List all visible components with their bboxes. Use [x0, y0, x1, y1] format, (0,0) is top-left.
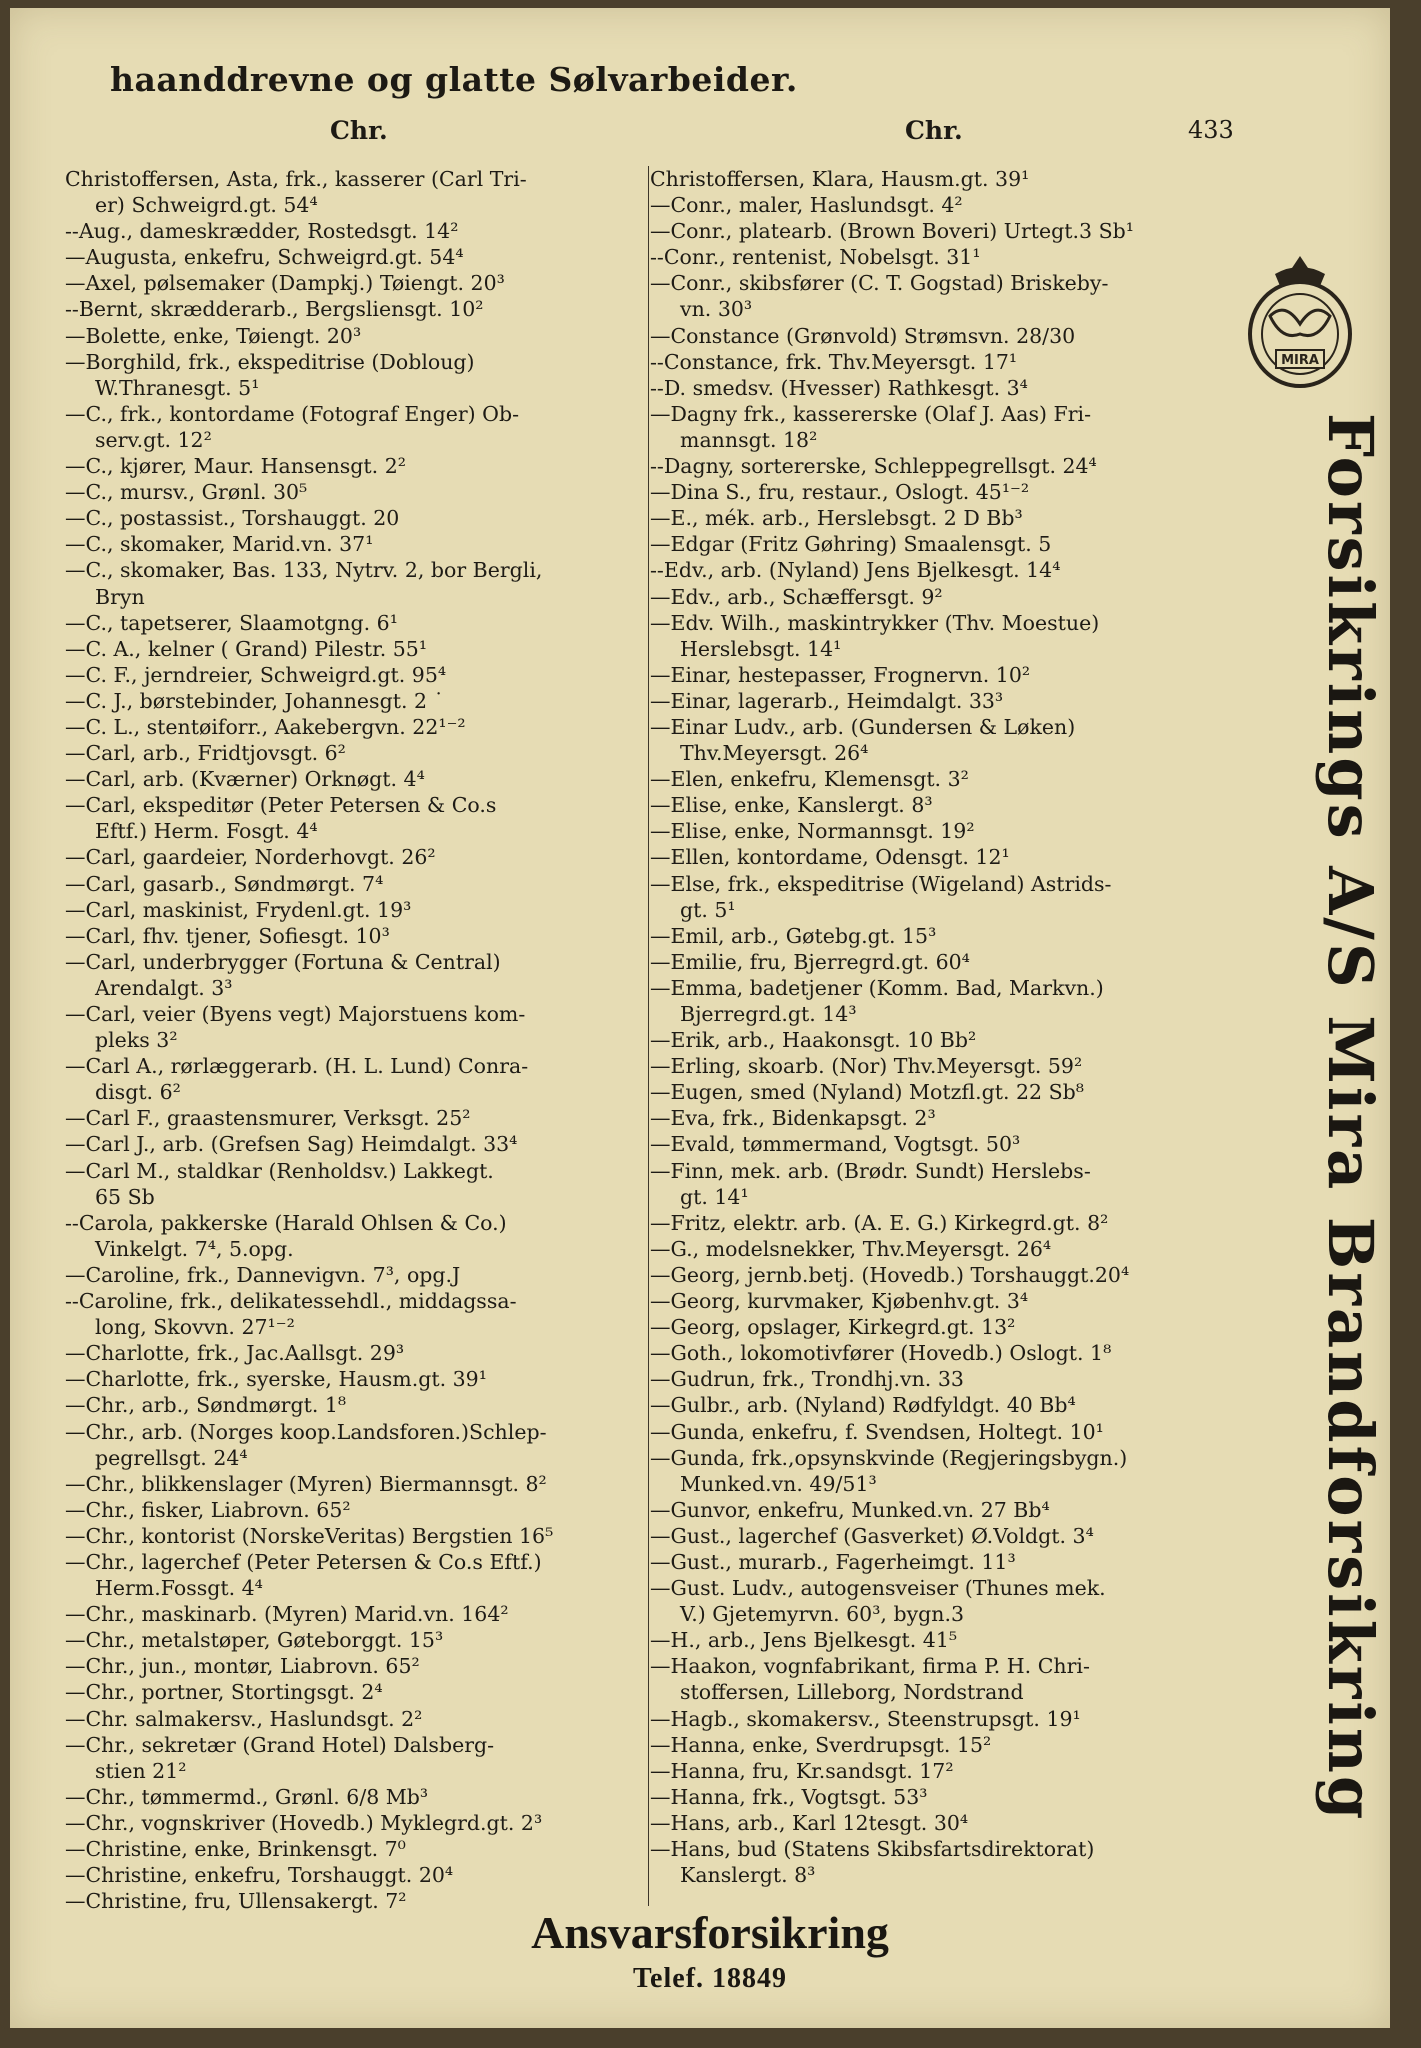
directory-entry	[65, 1679, 651, 1705]
entry-line: —Einar Ludv., arb. (Gundersen & Løken)	[650, 714, 1076, 739]
directory-entry	[650, 557, 1235, 583]
directory-entry	[650, 1053, 1235, 1079]
entry-line: —Erik, arb., Haakonsgt. 10 Bb²	[650, 1028, 977, 1053]
directory-entry	[65, 1053, 651, 1105]
entry-line: —Carl, arb. (Kværner) Orknøgt. 4⁴	[65, 767, 425, 792]
entry-line: --Constance, frk. Thv.Meyersgt. 17¹	[650, 349, 1018, 374]
entry-line: —Chr., metalstøper, Gøteborggt. 15³	[65, 1628, 444, 1653]
entry-line: —Carl, ekspeditør (Peter Petersen & Co.s	[65, 793, 497, 818]
entry-continuation: gt. 5¹	[680, 897, 736, 922]
page-number: 433	[1188, 116, 1234, 144]
directory-entry	[65, 323, 651, 349]
column-divider	[648, 166, 649, 1906]
directory-entry	[650, 401, 1235, 453]
entry-line: —Chr., arb. (Norges koop.Landsforen.)Schlep-	[65, 1419, 547, 1444]
entry-line: —Eva, frk., Bidenkapsgt. 2³	[650, 1106, 936, 1131]
entry-line: —Axel, pølsemaker (Dampkj.) Tøiengt. 20³	[65, 271, 505, 296]
directory-entry	[65, 505, 651, 531]
directory-entry	[650, 1549, 1235, 1575]
directory-entry	[650, 844, 1235, 870]
entry-continuation: Arendalgt. 3³	[95, 975, 233, 1000]
directory-entry	[65, 1158, 651, 1210]
entry-line: —Hans, arb., Karl 12tesgt. 30⁴	[650, 1810, 969, 1835]
entry-line: —C., tapetserer, Slaamotgng. 6¹	[65, 610, 398, 635]
entry-line: —Conr., skibsfører (C. T. Gogstad) Briskeby-	[650, 271, 1109, 296]
entry-line: —C., kjører, Maur. Hansensgt. 2²	[65, 454, 406, 479]
directory-entry	[65, 1001, 651, 1053]
entry-line: —Hanna, fru, Kr.sandsgt. 17²	[650, 1758, 954, 1783]
directory-entry	[650, 1105, 1235, 1131]
directory-entry	[650, 375, 1235, 401]
directory-entry	[650, 923, 1235, 949]
entry-line: —Carl, gasarb., Søndmørgt. 7⁴	[65, 871, 384, 896]
entry-continuation: long, Skovvn. 27¹⁻²	[95, 1315, 295, 1340]
directory-entry	[650, 244, 1235, 270]
entry-line: —Elen, enkefru, Klemensgt. 3²	[650, 767, 969, 792]
entry-line: —Dina S., fru, restaur., Oslogt. 45¹⁻²	[650, 480, 1030, 505]
directory-entry	[65, 766, 651, 792]
directory-entry	[650, 766, 1235, 792]
entry-line: —Hagb., skomakersv., Steenstrupsgt. 19¹	[650, 1706, 1081, 1731]
directory-entry	[650, 662, 1235, 688]
entry-continuation: Bjerregrd.gt. 14³	[680, 1002, 857, 1026]
entry-line: —Chr., blikkenslager (Myren) Biermannsgt. 8²	[65, 1471, 547, 1496]
directory-entry	[650, 1340, 1235, 1366]
entry-line: —Carl, veier (Byens vegt) Majorstuens kom-	[65, 1002, 526, 1026]
entry-line: —Carl, arb., Fridtjovsgt. 6²	[65, 741, 346, 766]
page-header-title: haanddrevne og glatte Sølvarbeider.	[110, 60, 798, 99]
entry-line: —Charlotte, frk., syerske, Hausm.gt. 39¹	[65, 1367, 487, 1392]
entry-line: —Conr., maler, Haslundsgt. 4²	[650, 193, 963, 218]
directory-entry	[650, 1732, 1235, 1758]
entry-line: —Emma, badetjener (Komm. Bad, Markvn.)	[650, 975, 1104, 1000]
entry-line: —Hanna, frk., Vogtsgt. 53³	[650, 1784, 928, 1809]
entry-continuation: Vinkelgt. 7⁴, 5.opg.	[95, 1236, 294, 1261]
entry-continuation: Bryn	[95, 584, 145, 609]
directory-entry	[65, 740, 651, 766]
directory-entry	[650, 818, 1235, 844]
entry-continuation: V.) Gjetemyrvn. 60³, bygn.3	[680, 1602, 965, 1627]
entry-line: —Evald, tømmermand, Vogtsgt. 50³	[650, 1132, 1021, 1157]
directory-entry	[65, 1262, 651, 1288]
directory-entry	[65, 1392, 651, 1418]
directory-entry	[65, 1471, 651, 1497]
entry-line: —Carl M., staldkar (Renholdsv.) Lakkegt.	[65, 1158, 494, 1183]
entry-continuation: er) Schweigrd.gt. 54⁴	[95, 193, 318, 218]
directory-entry	[650, 1210, 1235, 1236]
entry-line: —Gudrun, frk., Trondhj.vn. 33	[650, 1367, 964, 1392]
entry-line: —Hanna, enke, Sverdrupsgt. 15²	[650, 1732, 992, 1757]
entry-line: —Elise, enke, Normannsgt. 19²	[650, 819, 975, 844]
entry-line: —Einar, hestepasser, Frognervn. 10²	[650, 662, 1031, 687]
entry-line: —Chr., vognskriver (Hovedb.) Myklegrd.gt. 2³	[65, 1810, 543, 1835]
entry-line: —Christine, fru, Ullensakergt. 7²	[65, 1889, 407, 1914]
entry-continuation: Kanslergt. 8³	[680, 1863, 816, 1888]
right-column	[650, 166, 1235, 1888]
directory-entry	[65, 1497, 651, 1523]
directory-entry	[650, 1706, 1235, 1732]
directory-entry	[650, 1627, 1235, 1653]
entry-line: —Emil, arb., Gøtebg.gt. 15³	[650, 923, 937, 948]
entry-continuation: 65 Sb	[95, 1184, 155, 1209]
directory-entry	[650, 531, 1235, 557]
directory-entry	[65, 349, 651, 401]
entry-line: --Edv., arb. (Nyland) Jens Bjelkesgt. 14⁴	[650, 558, 1061, 583]
entry-line: —C., frk., kontordame (Fotograf Enger) Ob-	[65, 401, 520, 426]
directory-entry	[650, 349, 1235, 375]
entry-line: —Christine, enke, Brinkensgt. 7⁰	[65, 1837, 406, 1861]
entry-line: —Eugen, smed (Nyland) Motzfl.gt. 22 Sb⁸	[650, 1080, 1084, 1105]
entry-line: Christoffersen, Klara, Hausm.gt. 39¹	[650, 167, 1030, 191]
directory-entry	[65, 1784, 651, 1810]
entry-line: —Erling, skoarb. (Nor) Thv.Meyersgt. 59²	[650, 1054, 1083, 1079]
entry-line: —Gunda, frk.,opsynskvinde (Regjeringsbygn.)	[650, 1445, 1128, 1470]
directory-entry	[65, 1706, 651, 1732]
entry-line: —Edv., arb., Schæffersgt. 9²	[650, 584, 943, 609]
entry-line: —Caroline, frk., Dannevigvn. 7³, opg.J	[65, 1262, 461, 1287]
entry-line: —C., skomaker, Bas. 133, Nytrv. 2, bor Bergli,	[65, 558, 543, 583]
directory-entry	[650, 1131, 1235, 1157]
entry-line: —Ellen, kontordame, Odensgt. 12¹	[650, 845, 1010, 870]
directory-entry	[650, 166, 1235, 192]
entry-line: —Edv. Wilh., maskintrykker (Thv. Moestue)	[650, 610, 1100, 635]
directory-entry	[65, 688, 651, 714]
directory-page	[10, 8, 1390, 2028]
directory-entry	[650, 1158, 1235, 1210]
entry-line: —Georg, kurvmaker, Kjøbenhv.gt. 3⁴	[650, 1289, 1029, 1314]
directory-entry	[650, 1784, 1235, 1810]
directory-entry	[650, 1497, 1235, 1523]
directory-entry	[650, 1027, 1235, 1053]
entry-line: --Bernt, skrædderarb., Bergsliensgt. 10²	[65, 297, 484, 322]
directory-entry	[65, 792, 651, 844]
footer-ad-phone: Telef. 18849	[632, 1963, 788, 1994]
directory-entry	[65, 714, 651, 740]
entry-line: —Chr., portner, Stortingsgt. 2⁴	[65, 1680, 383, 1705]
directory-entry	[650, 1575, 1235, 1627]
directory-entry	[65, 244, 651, 270]
directory-entry	[65, 531, 651, 557]
entry-line: —E., mék. arb., Herslebsgt. 2 D Bb³	[650, 506, 1023, 531]
directory-entry	[65, 453, 651, 479]
directory-entry	[65, 662, 651, 688]
directory-entry	[650, 1236, 1235, 1262]
entry-line: —Gust., murarb., Fagerheimgt. 11³	[650, 1549, 1016, 1574]
entry-line: —Chr., fisker, Liabrovn. 65²	[65, 1497, 351, 1522]
entry-line: --D. smedsv. (Hvesser) Rathkesgt. 3⁴	[650, 375, 1028, 400]
directory-entry	[650, 218, 1235, 244]
entry-line: —Carl A., rørlæggerarb. (H. L. Lund) Conra-	[65, 1054, 529, 1079]
directory-entry	[650, 584, 1235, 610]
entry-line: —Elise, enke, Kanslergt. 8³	[650, 793, 933, 818]
entry-continuation: serv.gt. 12²	[95, 427, 212, 452]
entry-line: —Gust., lagerchef (Gasverket) Ø.Voldgt. 3⁴	[650, 1523, 1094, 1548]
directory-entry	[650, 1288, 1235, 1314]
directory-entry	[65, 1810, 651, 1836]
entry-line: —Chr., sekretær (Grand Hotel) Dalsberg-	[65, 1732, 495, 1757]
directory-entry	[65, 1105, 651, 1131]
entry-line: —Augusta, enkefru, Schweigrd.gt. 54⁴	[65, 245, 464, 270]
entry-line: —C., mursv., Grønl. 30⁵	[65, 480, 308, 505]
entry-continuation: mannsgt. 18²	[680, 427, 818, 452]
entry-line: —Chr., tømmermd., Grønl. 6/8 Mb³	[65, 1784, 429, 1809]
entry-line: —C., postassist., Torshauggt. 20	[65, 506, 400, 531]
entry-continuation: W.Thranesgt. 5¹	[95, 375, 260, 400]
entry-line: —Carl, maskinist, Frydenl.gt. 19³	[65, 897, 412, 922]
footer-ad-title: Ansvarsforsikring	[531, 1907, 889, 1958]
directory-entry	[65, 401, 651, 453]
directory-entry	[65, 636, 651, 662]
entry-continuation: Herslebsgt. 14¹	[680, 636, 842, 661]
seal-label: MIRA	[1281, 353, 1319, 368]
entry-line: —Haakon, vognfabrikant, firma P. H. Chri-	[650, 1654, 1090, 1679]
left-column	[65, 166, 651, 1914]
entry-line: —Bolette, enke, Tøiengt. 20³	[65, 323, 362, 348]
directory-entry	[650, 192, 1235, 218]
directory-entry	[65, 270, 651, 296]
directory-entry	[65, 897, 651, 923]
directory-entry	[650, 871, 1235, 923]
directory-entry	[650, 1445, 1235, 1497]
entry-line: —Chr. salmakersv., Haslundsgt. 2²	[65, 1706, 423, 1731]
entry-line: --Aug., dameskrædder, Rostedsgt. 14²	[65, 219, 459, 244]
directory-entry	[650, 453, 1235, 479]
entry-line: —Einar, lagerarb., Heimdalgt. 33³	[650, 688, 1004, 713]
entry-line: —Constance (Grønvold) Strømsvn. 28/30	[650, 323, 1076, 348]
directory-entry	[65, 1340, 651, 1366]
entry-line: —Conr., platearb. (Brown Boveri) Urtegt.3 Sb¹	[650, 219, 1135, 244]
directory-entry	[65, 610, 651, 636]
entry-line: —Gulbr., arb. (Nyland) Rødfyldgt. 40 Bb⁴	[650, 1393, 1076, 1418]
directory-entry	[65, 296, 651, 322]
entry-continuation: pegrellsgt. 24⁴	[95, 1445, 248, 1470]
directory-entry	[65, 923, 651, 949]
left-column-head: Chr.	[330, 116, 388, 145]
entry-line: —C. L., stentøiforr., Aakebergvn. 22¹⁻²	[65, 714, 466, 739]
entry-line: --Carola, pakkerske (Harald Ohlsen & Co.)	[65, 1210, 507, 1235]
entry-continuation: vn. 30³	[680, 297, 753, 322]
entry-line: —H., arb., Jens Bjelkesgt. 41⁵	[650, 1628, 958, 1653]
directory-entry	[650, 949, 1235, 975]
directory-entry	[650, 1419, 1235, 1445]
entry-line: --Caroline, frk., delikatessehdl., middagssa-	[65, 1289, 517, 1314]
entry-line: —Else, frk., ekspeditrise (Wigeland) Astrids-	[650, 871, 1112, 896]
directory-entry	[65, 1549, 651, 1601]
entry-continuation: disgt. 6²	[95, 1080, 181, 1105]
entry-line: —Charlotte, frk., Jac.Aallsgt. 29³	[65, 1341, 405, 1366]
directory-entry	[65, 1366, 651, 1392]
entry-line: —Chr., maskinarb. (Myren) Marid.vn. 164²	[65, 1602, 509, 1627]
entry-line: --Conr., rentenist, Nobelsgt. 31¹	[650, 245, 981, 270]
directory-entry	[650, 1810, 1235, 1836]
entry-line: —Gunvor, enkefru, Munked.vn. 27 Bb⁴	[650, 1497, 1050, 1522]
directory-entry	[650, 323, 1235, 349]
entry-line: —Finn, mek. arb. (Brødr. Sundt) Herslebs-	[650, 1158, 1091, 1183]
entry-line: —C. F., jerndreier, Schweigrd.gt. 95⁴	[65, 662, 447, 687]
entry-line: —Goth., lokomotivfører (Hovedb.) Oslogt. 1⁸	[650, 1341, 1112, 1366]
directory-entry	[65, 1836, 651, 1862]
entry-continuation: gt. 14¹	[680, 1184, 749, 1209]
directory-entry	[65, 1288, 651, 1340]
directory-entry	[650, 479, 1235, 505]
entry-continuation: pleks 3²	[95, 1028, 178, 1053]
directory-entry	[650, 1758, 1235, 1784]
entry-line: —C., skomaker, Marid.vn. 37¹	[65, 532, 374, 557]
entry-line: —Gunda, enkefru, f. Svendsen, Holtegt. 10¹	[650, 1419, 1104, 1444]
entry-line: —Carl J., arb. (Grefsen Sag) Heimdalgt. 33⁴	[65, 1132, 518, 1157]
entry-line: —Hans, bud (Statens Skibsfartsdirektorat)	[650, 1837, 1095, 1861]
entry-line: —Gust. Ludv., autogensveiser (Thunes mek.	[650, 1576, 1106, 1601]
directory-entry	[650, 1079, 1235, 1105]
entry-line: —Chr., lagerchef (Peter Petersen & Co.s Eftf.)	[65, 1549, 542, 1574]
entry-line: —Carl, gaardeier, Norderhovgt. 26²	[65, 845, 436, 870]
entry-line: —Carl, underbrygger (Fortuna & Central)	[65, 949, 501, 974]
entry-line: —G., modelsnekker, Thv.Meyersgt. 26⁴	[650, 1236, 1052, 1261]
entry-line: —Fritz, elektr. arb. (A. E. G.) Kirkegrd.gt. 8²	[650, 1210, 1109, 1235]
entry-line: —Chr., jun., montør, Liabrovn. 65²	[65, 1654, 420, 1679]
directory-entry	[650, 1836, 1235, 1888]
directory-entry	[65, 1131, 651, 1157]
directory-entry	[650, 1392, 1235, 1418]
directory-entry	[650, 1653, 1235, 1705]
entry-line: —Dagny frk., kassererske (Olaf J. Aas) Fri-	[650, 401, 1091, 426]
entry-continuation: stien 21²	[95, 1758, 187, 1783]
entry-line: —Carl, fhv. tjener, Sofiesgt. 10³	[65, 923, 390, 948]
directory-entry	[650, 270, 1235, 322]
entry-line: —Chr., arb., Søndmørgt. 1⁸	[65, 1393, 347, 1418]
directory-entry	[65, 1419, 651, 1471]
directory-entry	[65, 1601, 651, 1627]
directory-entry	[650, 714, 1235, 766]
entry-line: --Dagny, sortererske, Schleppegrellsgt. 24⁴	[650, 454, 1097, 479]
directory-entry	[650, 975, 1235, 1027]
entry-continuation: Eftf.) Herm. Fosgt. 4⁴	[95, 819, 318, 844]
entry-line: —Carl F., graastensmurer, Verksgt. 25²	[65, 1106, 471, 1131]
directory-entry	[65, 1653, 651, 1679]
entry-line: —Borghild, frk., ekspeditrise (Dobloug)	[65, 349, 475, 374]
entry-line: —Georg, jernb.betj. (Hovedb.) Torshauggt.20⁴	[650, 1262, 1130, 1287]
directory-entry	[65, 1523, 651, 1549]
directory-entry	[65, 1210, 651, 1262]
directory-entry	[650, 1262, 1235, 1288]
entry-line: —C. J., børstebinder, Johannesgt. 2 ˙	[65, 688, 444, 713]
directory-entry	[650, 610, 1235, 662]
entry-continuation: stoffersen, Lilleborg, Nordstrand	[680, 1680, 1024, 1705]
directory-entry	[65, 166, 651, 218]
directory-entry	[65, 1862, 651, 1888]
directory-entry	[65, 949, 651, 1001]
directory-entry	[65, 1627, 651, 1653]
directory-entry	[650, 1366, 1235, 1392]
directory-entry	[650, 688, 1235, 714]
entry-continuation: Herm.Fossgt. 4⁴	[95, 1576, 263, 1601]
entry-line: —Christine, enkefru, Torshauggt. 20⁴	[65, 1863, 454, 1888]
directory-entry	[650, 792, 1235, 818]
directory-entry	[65, 844, 651, 870]
vertical-advertisement: Forsikrings A/S Mira Brandforsikring	[1314, 413, 1387, 1823]
entry-line: —Georg, opslager, Kirkegrd.gt. 13²	[650, 1315, 1016, 1340]
mira-seal-logo	[1240, 246, 1360, 396]
directory-entry	[65, 218, 651, 244]
entry-line: —C. A., kelner ( Grand) Pilestr. 55¹	[65, 636, 428, 661]
directory-entry	[65, 1732, 651, 1784]
entry-continuation: Munked.vn. 49/51³	[680, 1471, 877, 1496]
directory-entry	[65, 871, 651, 897]
directory-entry	[650, 505, 1235, 531]
entry-continuation: Thv.Meyersgt. 26⁴	[680, 741, 869, 766]
directory-entry	[65, 479, 651, 505]
entry-line: —Emilie, fru, Bjerregrd.gt. 60⁴	[650, 949, 970, 974]
entry-line: —Edgar (Fritz Gøhring) Smaalensgt. 5	[650, 532, 1052, 557]
directory-entry	[650, 1314, 1235, 1340]
entry-line: —Chr., kontorist (NorskeVeritas) Bergstien 16⁵	[65, 1523, 554, 1548]
entry-line: Christoffersen, Asta, frk., kasserer (Carl Tri-	[65, 167, 527, 191]
directory-entry	[650, 1523, 1235, 1549]
directory-entry	[65, 557, 651, 609]
right-column-head: Chr.	[905, 116, 963, 145]
